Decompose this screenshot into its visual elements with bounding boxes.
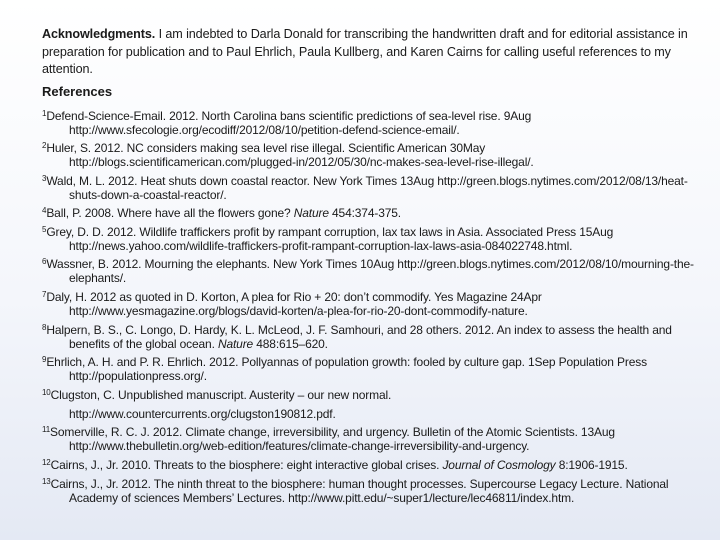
reference-item [42, 425, 698, 453]
reference-citation: 8:1906-1915. [555, 458, 628, 473]
references-heading: References [42, 83, 113, 99]
reference-journal: Nature [293, 206, 329, 221]
reference-text: Defend-Science-Email. 2012. North Carolina bans scientific predictions of sea-level rise. 9Aug http://www.sfecologie.org/ecodiff/2012/08/10/petition-defend-science-email/. [46, 108, 532, 137]
reference-text: Ball, P. 2008. Where have all the flowers gone? [46, 206, 294, 221]
reference-text: Grey, D. D. 2012. Wildlife traffickers profit by rampant corruption, lax tax laws in Asia. Associated Press 15Aug http://news.yahoo.com/wildlife-traffickers-profit-rampant-corruption-lax-laws-asia-084022748.html. [46, 224, 614, 253]
reference-text: Cairns, J., Jr. 2012. The ninth threat to the biosphere: human thought processes. Supercourse Legacy Lecture. National Academy of sciences Members’ Lectures. http://www.pitt.edu/~super1/lecture/lec46811/index.htm. [50, 476, 669, 505]
reference-item [42, 388, 698, 421]
reference-number: 4 [42, 206, 47, 216]
reference-number: 3 [42, 173, 47, 183]
acknowledgments-text: I am indebted to Darla Donald for transcribing the handwritten draft and for editorial assistance in preparation for publication and to Paul Ehrlich, Paula Kullberg, and Karen Cairns for calling useful references to my attention. [42, 27, 688, 76]
reference-number: 1 [42, 108, 47, 118]
reference-text: Wald, M. L. 2012. Heat shuts down coastal reactor. New York Times 13Aug http://green.blogs.nytimes.com/2012/08/13/heat-shuts-down-a-coastal-reactor/. [46, 173, 688, 202]
reference-number: 8 [42, 322, 47, 332]
reference-number: 2 [42, 141, 47, 151]
reference-number: 7 [42, 290, 47, 300]
reference-number: 13 [42, 476, 51, 486]
reference-citation: 488:615–620. [253, 336, 328, 351]
reference-item [42, 174, 698, 202]
reference-list [42, 109, 698, 505]
reference-item [42, 206, 698, 220]
reference-number: 6 [42, 257, 47, 267]
reference-item [42, 355, 698, 383]
reference-journal: Nature [217, 336, 254, 351]
reference-text: Halpern, B. S., C. Longo, D. Hardy, K. L. McLeod, J. F. Samhouri, and 28 others. 2012. An index to assess the health and benefits of the global ocean. [46, 322, 672, 351]
reference-text: Huler, S. 2012. NC considers making sea level rise illegal. Scientific American 30May http://blogs.scientificamerican.com/plugged-in/2012/05/30/nc-makes-sea-level-rise-illegal/. [46, 141, 534, 170]
reference-item [42, 290, 698, 318]
reference-number: 5 [42, 224, 47, 234]
acknowledgments-title: Acknowledgments. [42, 27, 156, 41]
slide [42, 26, 698, 509]
reference-url: http://www.countercurrents.org/clugston190812.pdf. [69, 406, 336, 421]
reference-number: 12 [42, 458, 51, 468]
acknowledgments-paragraph [42, 26, 698, 79]
reference-journal: Journal of Cosmology [442, 458, 556, 473]
reference-text: Wassner, B. 2012. Mourning the elephants. New York Times 10Aug http://green.blogs.nytimes.com/2012/08/10/mourning-the-elephants/. [46, 257, 694, 286]
reference-number: 10 [42, 387, 51, 397]
reference-item [42, 225, 698, 253]
reference-item [42, 477, 698, 505]
reference-item [42, 458, 698, 472]
reference-text: Cairns, J., Jr. 2010. Threats to the biosphere: eight interactive global crises. [50, 458, 443, 473]
reference-text: Daly, H. 2012 as quoted in D. Korton, A plea for Rio + 20: don’t commodify. Yes Magazine 24Apr http://www.yesmagazine.org/blogs/david-korten/a-plea-for-rio-20-dont-commodify-nature. [46, 290, 542, 319]
reference-number: 9 [42, 355, 47, 365]
reference-item [42, 141, 698, 169]
reference-item [42, 323, 698, 351]
reference-item [42, 257, 698, 285]
reference-text: Somerville, R. C. J. 2012. Climate change, irreversibility, and urgency. Bulletin of the Atomic Scientists. 13Aug http://www.thebulletin.org/web-edition/features/climate-change-irreversibility-and-urgency. [50, 425, 615, 454]
reference-text: Clugston, C. Unpublished manuscript. Austerity – our new normal. [50, 387, 392, 402]
reference-number: 11 [42, 425, 51, 435]
reference-item [42, 109, 698, 137]
reference-citation: 454:374-375. [328, 206, 401, 221]
reference-text: Ehrlich, A. H. and P. R. Ehrlich. 2012. Pollyannas of population growth: fooled by culture gap. 1Sep Population Press http://populationpress.org/. [46, 355, 647, 384]
